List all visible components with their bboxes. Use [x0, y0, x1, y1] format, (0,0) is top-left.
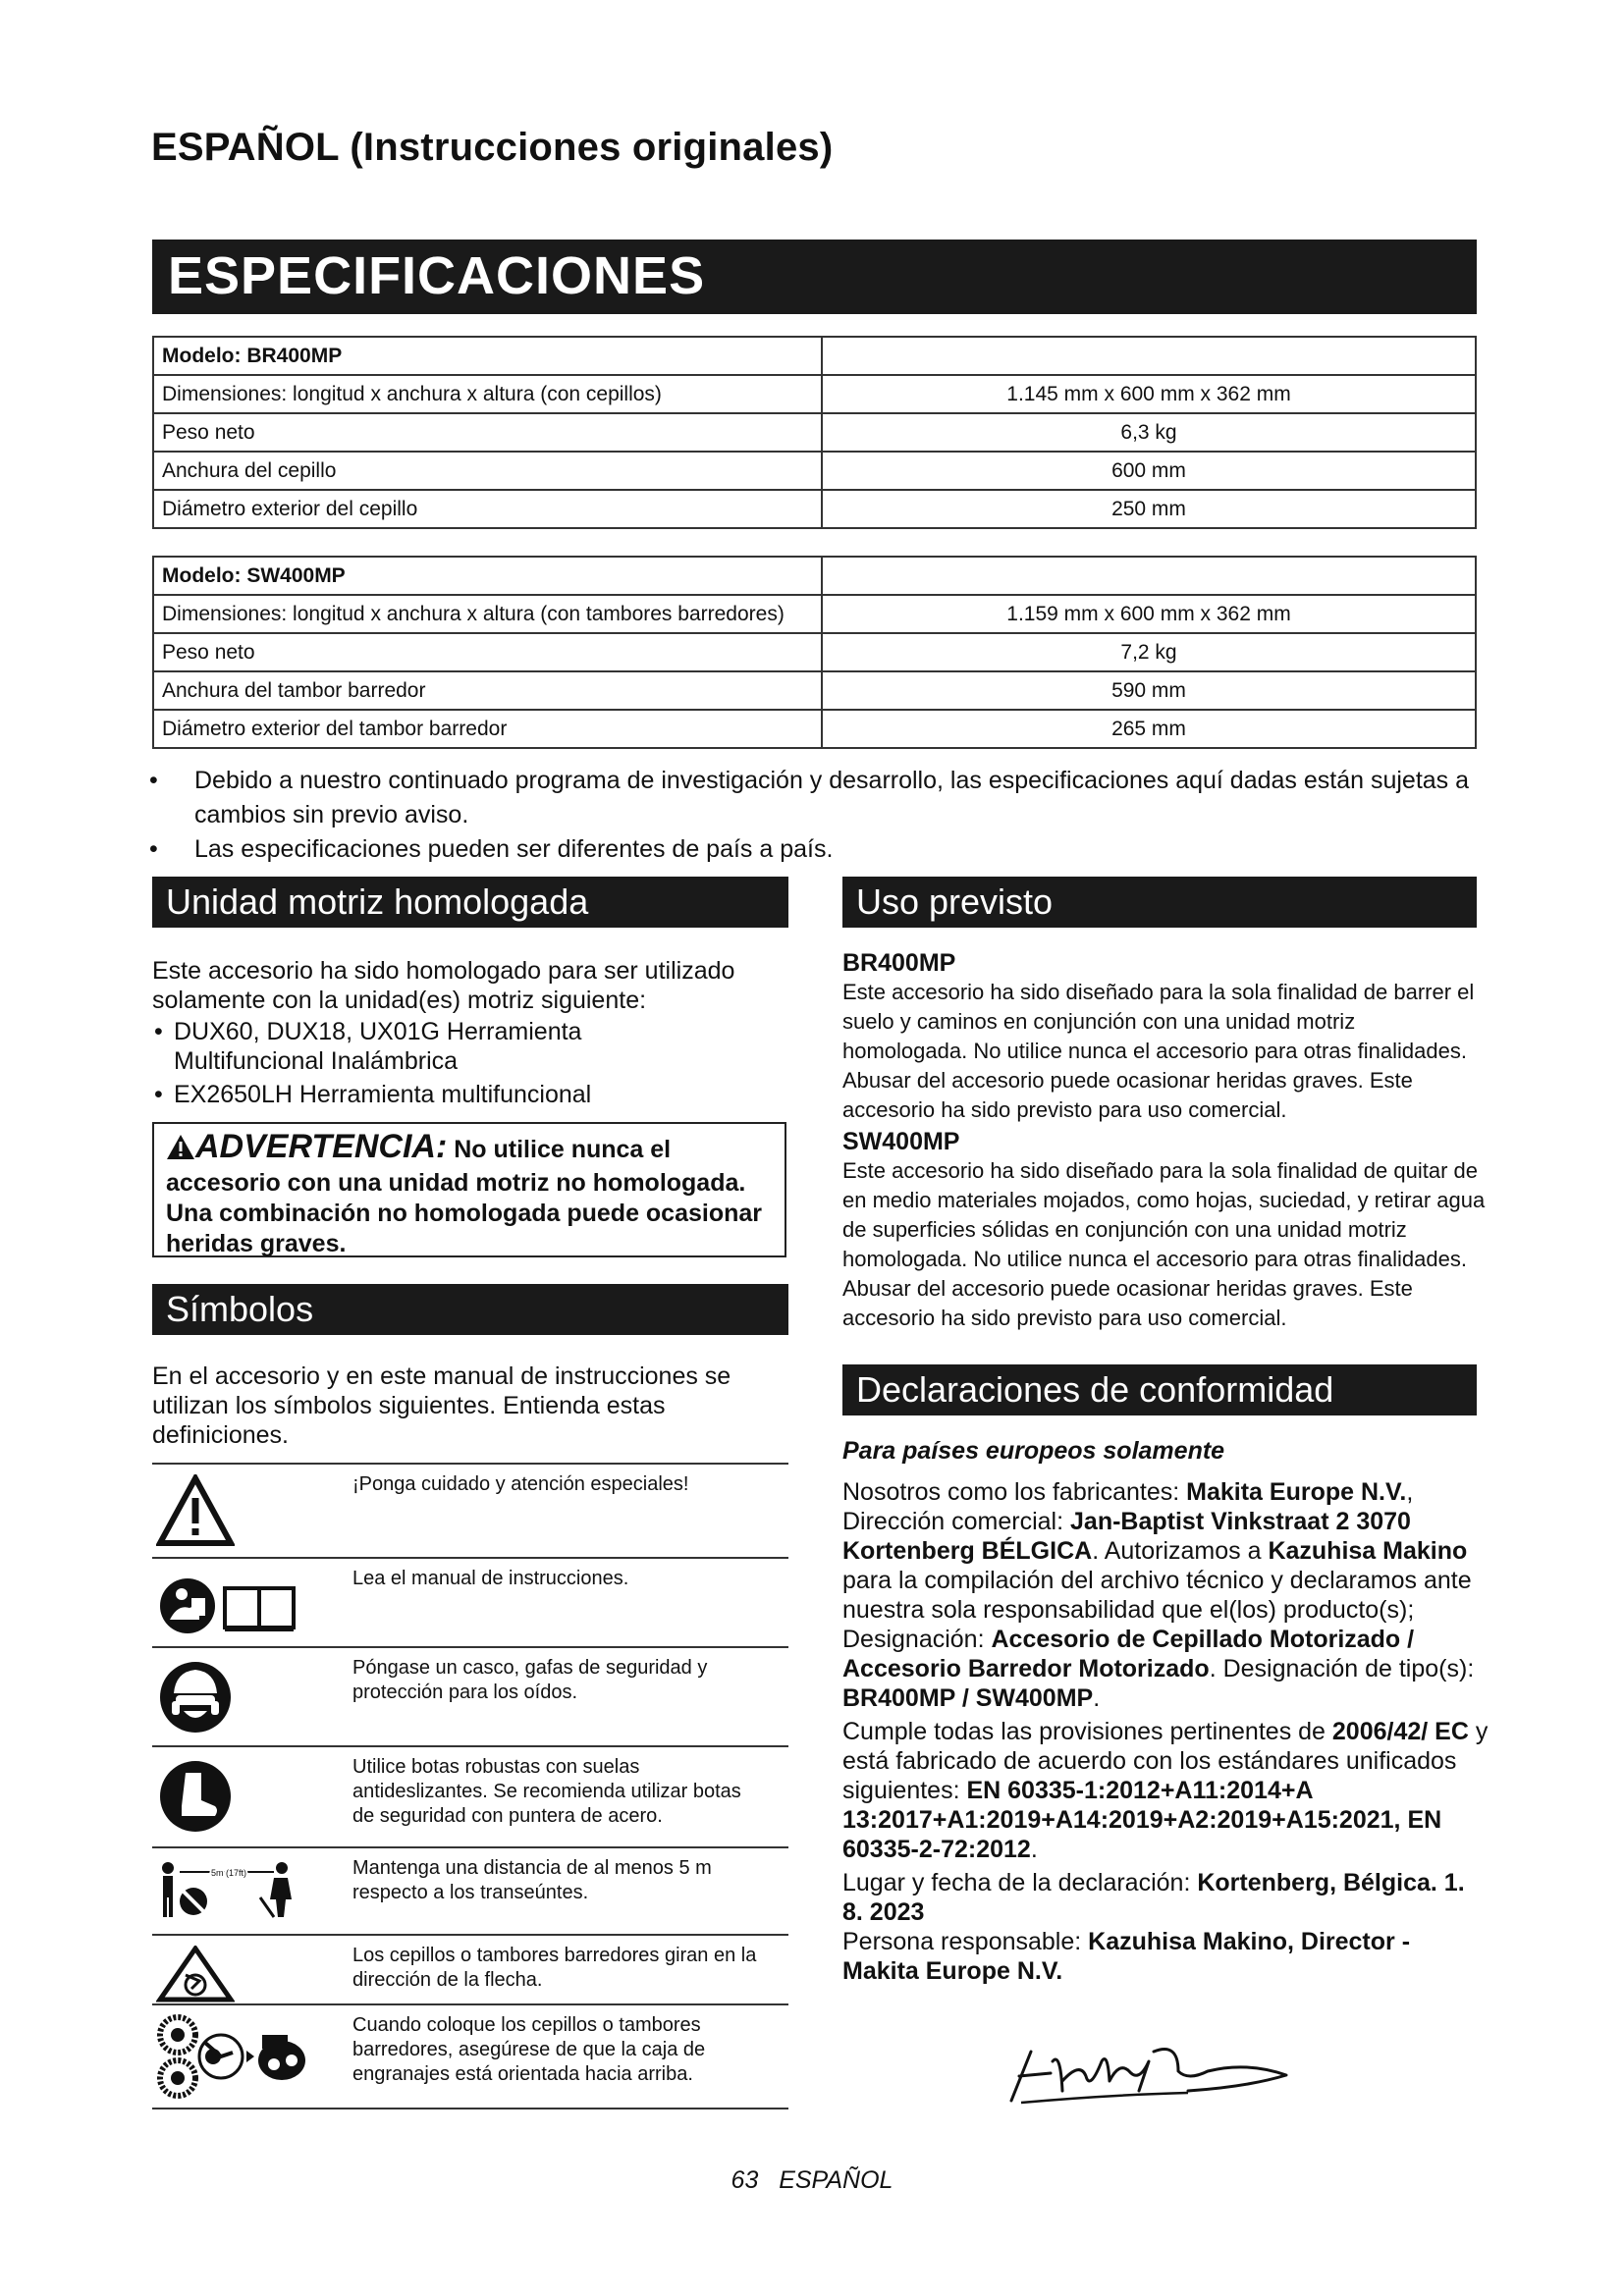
dimensions-label: Dimensiones: longitud x anchura x altura (con cepillos)	[153, 375, 822, 413]
sw400mp-title: SW400MP	[842, 1128, 960, 1155]
conformity-section	[842, 1436, 1490, 1986]
warning-title: ADVERTENCIA:	[195, 1128, 448, 1165]
sw400mp-spec-table	[152, 556, 1477, 749]
intended-use-section	[842, 948, 1490, 1333]
symbol-row	[152, 1646, 788, 1747]
symbol-row	[152, 1463, 788, 1559]
drum-width-label: Anchura del tambor barredor	[153, 671, 822, 710]
table-row	[153, 633, 1476, 671]
page-title: ESPAÑOL (Instrucciones originales)	[151, 126, 834, 169]
symbol-row	[152, 1934, 788, 2005]
model-value	[822, 337, 1476, 375]
warning-box	[152, 1122, 786, 1257]
br400mp-text: Este accesorio ha sido diseñado para la sola finalidad de barrer el suelo y caminos en conjunción con una unidad motriz homologada. No utilice nunca el accesorio para otras finalidades. Abusar del accesorio puede ocasionar heridas graves. Este accesorio ha sido previsto para uso comercial.	[842, 980, 1475, 1122]
table-row	[153, 671, 1476, 710]
brush-width-value: 600 mm	[822, 452, 1476, 490]
approved-power-unit-header: Unidad motriz homologada	[152, 877, 788, 928]
symbols-intro: En el accesorio y en este manual de instrucciones se utilizan los símbolos siguientes. Entienda estas definiciones.	[152, 1362, 731, 1449]
keep-distance-icon	[156, 1858, 303, 1928]
net-weight-value: 6,3 kg	[822, 413, 1476, 452]
intended-use-header: Uso previsto	[842, 877, 1477, 928]
symbol-description: ¡Ponga cuidado y atención especiales!	[352, 1473, 689, 1495]
table-row	[153, 595, 1476, 633]
table-row	[153, 452, 1476, 490]
symbol-description: Cuando coloque los cepillos o tambores barredores, asegúrese de que la caja de engranajes está orientada hacia arriba.	[352, 2014, 706, 2085]
symbol-description: Póngase un casco, gafas de seguridad y protección para los oídos.	[352, 1657, 708, 1703]
spec-notes	[147, 764, 1483, 867]
brush-diameter-label: Diámetro exterior del cepillo	[153, 490, 822, 528]
list-item: • DUX60, DUX18, UX01G Herramienta Multifuncional Inalámbrica	[154, 1018, 582, 1075]
symbol-row	[152, 1557, 788, 1648]
table-row	[153, 710, 1476, 748]
br400mp-spec-table	[152, 336, 1477, 529]
designation-paragraph: Designación: Accesorio de Cepillado Motorizado / Accesorio Barredor Motorizado. Designación de tipo(s): BR400MP / SW400MP.	[842, 1626, 1475, 1712]
symbol-description: Lea el manual de instrucciones.	[352, 1568, 629, 1589]
model-label: Modelo: BR400MP	[153, 337, 822, 375]
dimensions-value: 1.159 mm x 600 mm x 362 mm	[822, 595, 1476, 633]
net-weight-label: Peso neto	[153, 633, 822, 671]
dimensions-label: Dimensiones: longitud x anchura x altura (con tambores barredores)	[153, 595, 822, 633]
table-row	[153, 490, 1476, 528]
symbols-header: Símbolos	[152, 1284, 788, 1335]
list-item: • EX2650LH Herramienta multifuncional	[154, 1081, 592, 1108]
drum-diameter-label: Diámetro exterior del tambor barredor	[153, 710, 822, 748]
responsible-person-paragraph: Persona responsable: Kazuhisa Makino, Director - Makita Europe N.V.	[842, 1928, 1411, 1985]
br400mp-title: BR400MP	[842, 949, 956, 977]
conformity-header: Declaraciones de conformidad	[842, 1364, 1477, 1415]
approved-unit-intro: Este accesorio ha sido homologado para ser utilizado solamente con la unidad(es) motriz siguiente:	[152, 957, 735, 1014]
rotation-direction-icon	[156, 1946, 235, 2007]
table-row	[153, 337, 1476, 375]
warning-triangle-icon	[156, 1474, 235, 1554]
table-row	[153, 557, 1476, 595]
warning-text: No utilice nunca el accesorio con una unidad motriz no homologada. Una combinación no homologada puede ocasionar heridas graves.	[166, 1136, 763, 1257]
gearbox-orientation-icon	[156, 2013, 313, 2105]
standards-paragraph: Cumple todas las provisiones pertinentes de 2006/42/ EC y está fabricado de acuerdo con los estándares unificados siguientes: EN 60335-1:2012+A11:2014+A 13:2017+A1:2019+A14:2019+A2:2019+A15:2021, EN 60335-2-72:2012.	[842, 1718, 1489, 1863]
distance-label: 5m (17ft)	[211, 1868, 247, 1878]
symbol-description: Los cepillos o tambores barredores giran en la dirección de la flecha.	[352, 1945, 757, 1991]
net-weight-label: Peso neto	[153, 413, 822, 452]
footer-language: ESPAÑOL	[779, 2166, 893, 2194]
list-item: • Las especificaciones pueden ser diferentes de país a país.	[149, 835, 834, 863]
page-number: 63	[731, 2166, 759, 2194]
list-item: • Debido a nuestro continuado programa de investigación y desarrollo, las especificaciones aquí dadas están sujetas a cambios sin previo aviso.	[149, 767, 1470, 828]
table-row	[153, 413, 1476, 452]
specifications-header: ESPECIFICACIONES	[152, 240, 1477, 314]
symbol-row	[152, 1846, 788, 1936]
warning-triangle-icon	[166, 1134, 195, 1168]
model-label: Modelo: SW400MP	[153, 557, 822, 595]
drum-diameter-value: 265 mm	[822, 710, 1476, 748]
drum-width-value: 590 mm	[822, 671, 1476, 710]
brush-diameter-value: 250 mm	[822, 490, 1476, 528]
model-value	[822, 557, 1476, 595]
dimensions-value: 1.145 mm x 600 mm x 362 mm	[822, 375, 1476, 413]
manufacturer-paragraph: Nosotros como los fabricantes: Makita Europe N.V., Dirección comercial: Jan-Baptist Vinkstraat 2 3070 Kortenberg BÉLGICA. Autorizamos a Kazuhisa Makino para la compilación del archivo técnico y declaramos ante nuestra sola responsabilidad que el(los) producto(s);	[842, 1478, 1472, 1624]
symbol-description: Mantenga una distancia de al menos 5 m respecto a los transeúntes.	[352, 1857, 712, 1903]
sw400mp-text: Este accesorio ha sido diseñado para la sola finalidad de quitar de en medio materiales mojados, como hojas, suciedad, y retirar agua de superficies sólidas en conjunción con una unidad motriz homologada. No utilice nunca el accesorio para otras finalidades. Abusar del accesorio puede ocasionar heridas graves. Este accesorio ha sido previsto para uso comercial.	[842, 1158, 1486, 1330]
symbol-description: Utilice botas robustas con suelas antideslizantes. Se recomienda utilizar botas de seguridad con puntera de acero.	[352, 1756, 741, 1827]
conformity-subtitle: Para países europeos solamente	[842, 1437, 1225, 1465]
signature	[992, 2022, 1316, 2125]
symbol-row	[152, 2003, 788, 2109]
table-row	[153, 375, 1476, 413]
read-manual-icon	[156, 1569, 303, 1644]
approved-power-unit-section	[152, 956, 790, 1109]
helmet-goggles-ear-protection-icon	[156, 1658, 235, 1741]
net-weight-value: 7,2 kg	[822, 633, 1476, 671]
brush-width-label: Anchura del cepillo	[153, 452, 822, 490]
symbol-row	[152, 1745, 788, 1848]
safety-boots-icon	[156, 1757, 235, 1841]
place-date-paragraph: Lugar y fecha de la declaración: Kortenberg, Bélgica. 1. 8. 2023	[842, 1869, 1465, 1926]
page-footer	[0, 2166, 1624, 2195]
